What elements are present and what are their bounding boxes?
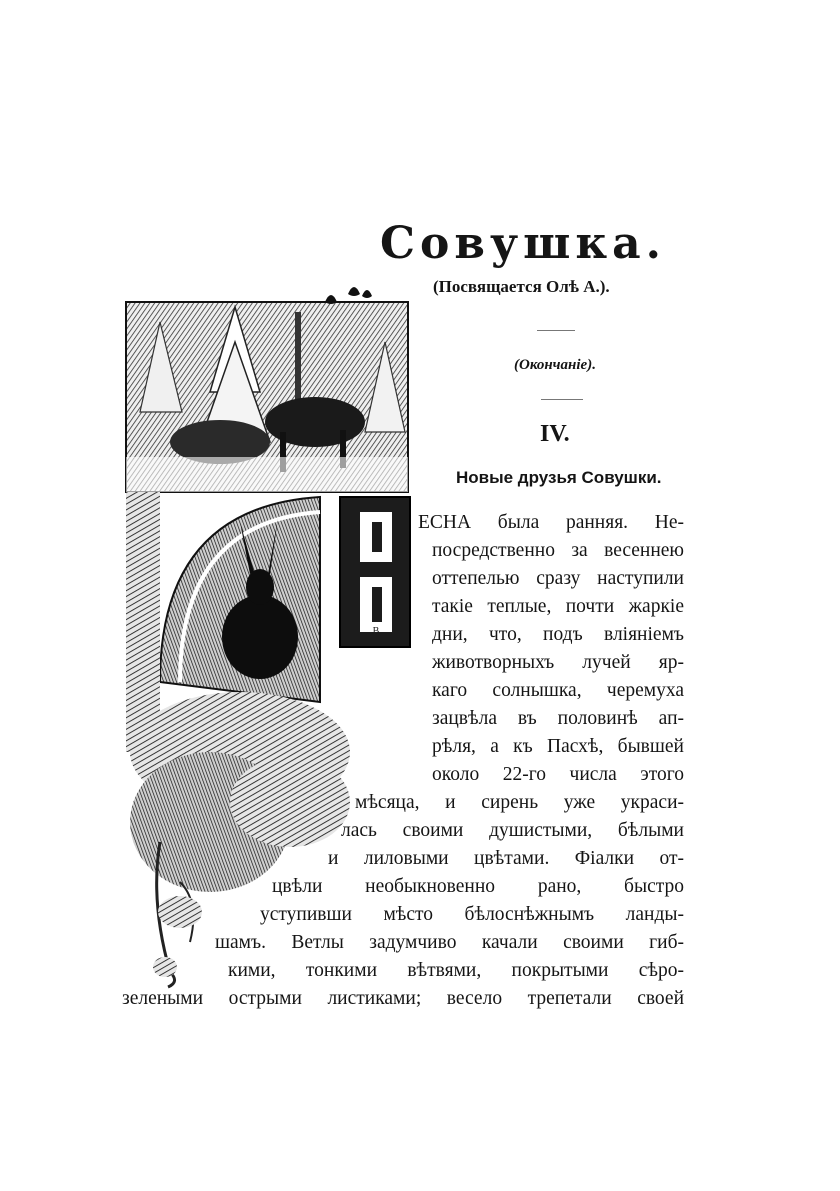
bird-icon [325,295,337,304]
text-line: лась своими душистыми, бѣлыми [341,820,684,841]
text-line: зелеными острыми листиками; весело трепетали своей [122,988,684,1009]
text-line: цвѣли необыкновенно рано, быстро [272,876,684,897]
text-line: около 22-го числа этого [432,764,684,785]
text-line: зацвѣла въ половинѣ ап- [432,708,684,729]
bird-icon [362,290,372,298]
bird-icon [348,287,360,296]
text-line: оттепелью сразу наступили [432,568,684,589]
text-line: посредственно за весеннею [432,540,684,561]
hare-silhouette [222,595,298,679]
text-line: каго солнышка, черемуха [432,680,684,701]
text-line: ЕСНА была ранняя. Не- [418,512,684,533]
divider-rule [541,399,583,400]
text-line: уступивши мѣсто бѣлоснѣжнымъ ланды- [260,904,684,925]
drop-cap-letter: В [372,626,380,637]
text-line: мѣсяца, и сирень уже украси- [355,792,684,813]
text-line: такіе теплые, почти жаркіе [432,596,684,617]
page-title: Совушка. [380,218,666,269]
text-line: кими, тонкими вѣтвями, покрытыми сѣро- [228,960,684,981]
text-line: и лиловыми цвѣтами. Фіалки от- [328,848,684,869]
text-line: дни, что, подъ вліяніемъ [432,624,684,645]
ending-label: (Окончаніе). [514,357,596,373]
text-line: животворныхъ лучей яр- [432,652,684,673]
dedication: (Посвящается Олѣ А.). [433,277,610,296]
divider-rule [537,330,575,331]
chapter-number: IV. [540,421,570,447]
vine-border [126,492,160,752]
chapter-title: Новые друзья Совушки. [456,468,662,487]
text-line: шамъ. Ветлы задумчиво качали своими гиб- [215,932,684,953]
text-line: рѣля, а къ Пасхѣ, бывшей [432,736,684,757]
